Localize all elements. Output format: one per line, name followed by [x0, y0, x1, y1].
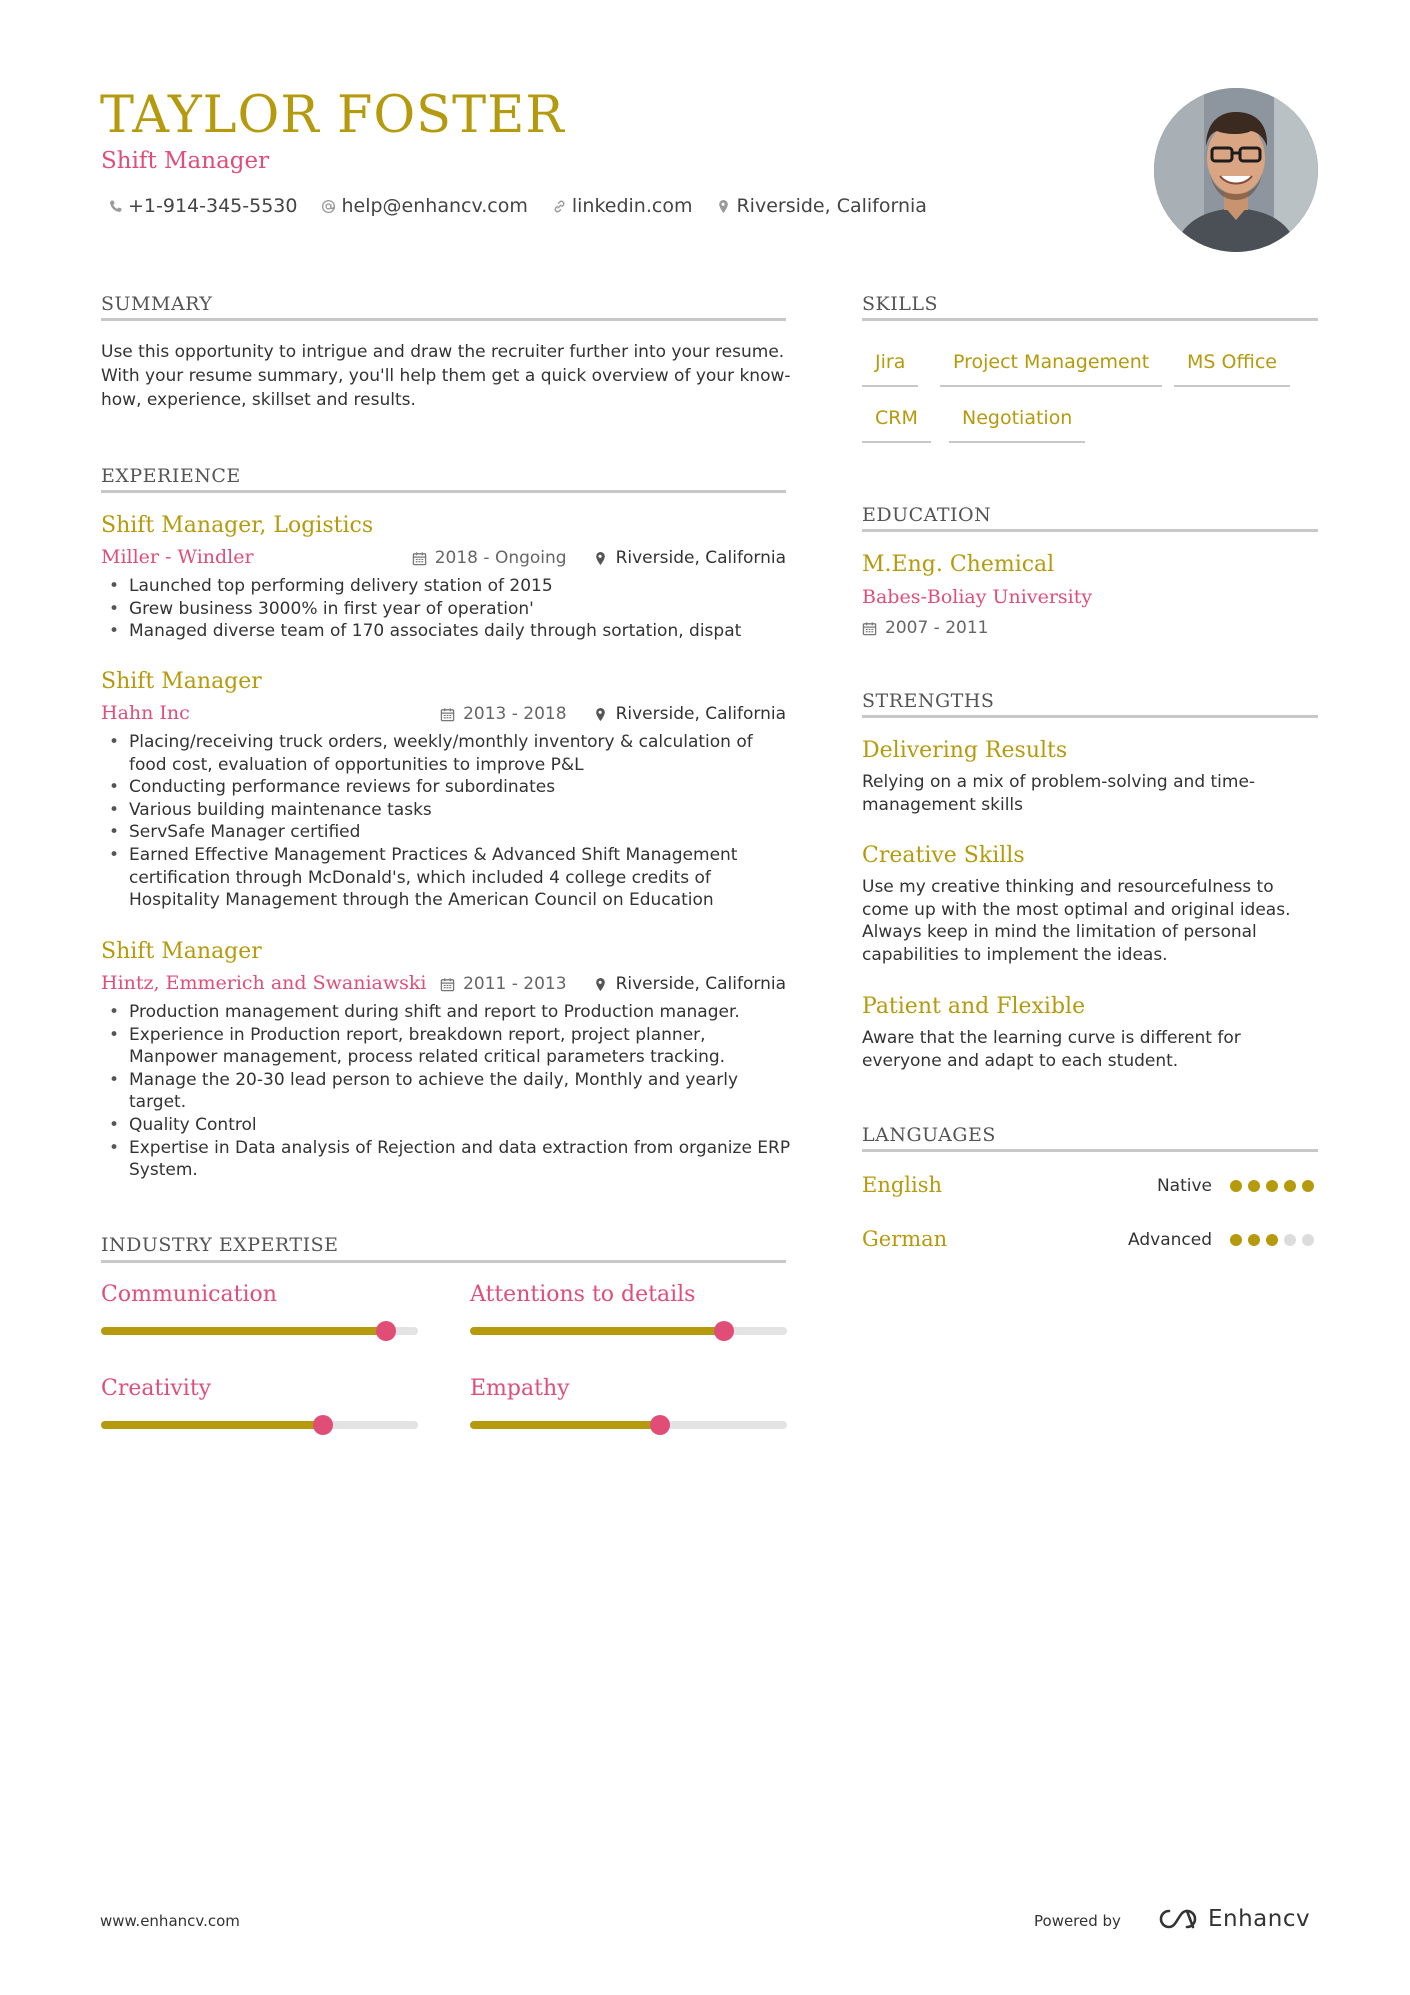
contact-phone-text: +1-914-345-5530 [128, 195, 298, 217]
calendar-icon [440, 977, 455, 992]
job-bullets [101, 1001, 791, 1182]
strength-title: Delivering Results [862, 738, 1068, 763]
job-location-text: Riverside, California [615, 548, 786, 568]
summary-heading: SUMMARY [101, 293, 213, 315]
experience-heading: EXPERIENCE [101, 465, 241, 487]
job-location-text: Riverside, California [615, 704, 786, 724]
list-item: • Managed diverse team of 170 associates daily through sortation, dispat [101, 620, 791, 643]
contact-email[interactable] [321, 193, 527, 219]
job-company: Miller - Windler [101, 546, 254, 568]
skill-tag: MS Office [1174, 349, 1290, 387]
footer-brand[interactable] [1156, 1904, 1310, 1934]
language-dot-filled [1302, 1180, 1314, 1192]
footer-url[interactable]: www.enhancv.com [100, 1912, 240, 1930]
list-item: • Manage the 20-30 lead person to achieve the daily, Monthly and yearly target. [101, 1069, 791, 1114]
language-level: Native [1156, 1176, 1212, 1196]
location-icon [593, 707, 608, 722]
list-item: • ServSafe Manager certified [101, 821, 791, 844]
language-dot-empty [1284, 1234, 1296, 1246]
skills-heading: SKILLS [862, 293, 938, 315]
contact-bar [108, 193, 927, 219]
job-title: Shift Manager [101, 669, 262, 694]
job-title: Shift Manager [101, 939, 262, 964]
job-location [593, 972, 786, 996]
languages-rule [862, 1149, 1318, 1152]
expertise-rule [101, 1260, 786, 1263]
expertise-bar-knob [714, 1321, 734, 1341]
job-title: Shift Manager, Logistics [101, 513, 374, 538]
contact-linkedin[interactable] [552, 193, 693, 219]
language-level: Advanced [1128, 1230, 1212, 1250]
job-company: Hahn Inc [101, 702, 190, 724]
skill-tag: Jira [862, 349, 918, 387]
expertise-bar-fill [470, 1327, 724, 1335]
job-bullets [101, 731, 791, 912]
summary-text: Use this opportunity to intrigue and draw the recruiter further into your resume. With your resume summary, you'll help them get a quick overview of your know-how, experience, skillset and results. [101, 342, 791, 410]
contact-phone[interactable] [108, 193, 297, 219]
footer-brand-text: Enhancv [1208, 1906, 1311, 1932]
list-item: • Expertise in Data analysis of Rejection and data extraction from organize ERP System. [101, 1137, 791, 1182]
expertise-heading: INDUSTRY EXPERTISE [101, 1234, 339, 1256]
job-bullets [101, 575, 791, 643]
strength-description: Aware that the learning curve is different for everyone and adapt to each student. [862, 1028, 1241, 1071]
job-dates [412, 546, 567, 570]
list-item: • Placing/receiving truck orders, weekly/monthly inventory & calculation of food cost, evaluation of opportunities to improve P&L [101, 731, 791, 776]
calendar-icon [440, 707, 455, 722]
language-dot-filled [1266, 1234, 1278, 1246]
list-item: • Experience in Production report, breakdown report, project planner, Manpower management, process related critical parameters tracking. [101, 1024, 791, 1069]
job-dates-text: 2018 - Ongoing [434, 548, 567, 568]
expertise-bar-fill [101, 1327, 386, 1335]
strength-title: Patient and Flexible [862, 994, 1086, 1019]
expertise-bar-knob [376, 1321, 396, 1341]
list-item: • Production management during shift and report to Production manager. [101, 1001, 791, 1024]
phone-icon [108, 199, 123, 214]
calendar-icon [862, 621, 877, 636]
job-dates-text: 2013 - 2018 [463, 704, 567, 724]
job-location [593, 702, 786, 726]
job-meta [440, 972, 786, 996]
job-location-text: Riverside, California [615, 974, 786, 994]
calendar-icon [412, 551, 427, 566]
education-dates-text: 2007 - 2011 [885, 618, 989, 638]
expertise-bar-knob [313, 1415, 333, 1435]
language-dot-empty [1302, 1234, 1314, 1246]
candidate-role: Shift Manager [101, 148, 270, 174]
expertise-bar-fill [101, 1421, 323, 1429]
job-dates [440, 702, 566, 726]
language-dot-filled [1230, 1180, 1242, 1192]
strengths-rule [862, 715, 1318, 718]
education-rule [862, 529, 1318, 532]
expertise-label: Creativity [101, 1376, 212, 1401]
location-icon [593, 551, 608, 566]
location-icon [716, 199, 731, 214]
skill-tag: Negotiation [949, 405, 1085, 443]
candidate-name: TAYLOR FOSTER [100, 86, 565, 145]
contact-location-text: Riverside, California [736, 195, 927, 217]
expertise-bar [101, 1421, 418, 1429]
expertise-label: Empathy [470, 1376, 570, 1401]
language-dots [1230, 1180, 1314, 1192]
list-item: • Conducting performance reviews for subordinates [101, 776, 791, 799]
expertise-bar [470, 1421, 787, 1429]
education-school: Babes-Boliay University [862, 586, 1093, 608]
location-icon [593, 977, 608, 992]
job-meta [412, 546, 786, 570]
contact-location [716, 193, 926, 219]
list-item: • Quality Control [101, 1114, 791, 1137]
job-dates-text: 2011 - 2013 [463, 974, 567, 994]
contact-linkedin-text: linkedin.com [571, 195, 693, 217]
language-dot-filled [1230, 1234, 1242, 1246]
skill-tag: CRM [862, 405, 931, 443]
strength-description: Use my creative thinking and resourcefulness to come up with the most optimal and original ideas. Always keep in mind the limitation of personal capabilities to implement the ideas. [862, 877, 1291, 965]
experience-rule [101, 490, 786, 493]
expertise-label: Attentions to details [470, 1282, 696, 1307]
job-company: Hintz, Emmerich and Swaniawski [101, 972, 427, 994]
strengths-heading: STRENGTHS [862, 690, 995, 712]
skill-tag: Project Management [940, 349, 1162, 387]
expertise-bar [101, 1327, 418, 1335]
expertise-bar [470, 1327, 787, 1335]
job-location [593, 546, 786, 570]
strength-title: Creative Skills [862, 843, 1025, 868]
language-dot-filled [1248, 1234, 1260, 1246]
enhancv-logo-icon [1156, 1907, 1200, 1931]
language-name: German [862, 1227, 948, 1251]
list-item: • Earned Effective Management Practices & Advanced Shift Management certification through McDonald's, which included 4 college credits of Hospitality Management through the American Council on Education [101, 844, 791, 912]
language-dot-filled [1266, 1180, 1278, 1192]
expertise-bar-fill [470, 1421, 660, 1429]
language-dots [1230, 1234, 1314, 1246]
job-meta [440, 702, 786, 726]
skills-rule [862, 318, 1318, 321]
summary-rule [101, 318, 786, 321]
list-item: • Various building maintenance tasks [101, 799, 791, 822]
strength-description: Relying on a mix of problem-solving and time-management skills [862, 772, 1256, 815]
education-dates [862, 616, 988, 640]
avatar [1154, 88, 1318, 252]
expertise-label: Communication [101, 1282, 277, 1307]
contact-email-text: help@enhancv.com [341, 195, 528, 217]
education-heading: EDUCATION [862, 504, 992, 526]
languages-heading: LANGUAGES [862, 1124, 996, 1146]
at-icon [321, 199, 336, 214]
footer-powered-by: Powered by [1034, 1912, 1121, 1930]
expertise-bar-knob [650, 1415, 670, 1435]
education-degree: M.Eng. Chemical [862, 552, 1055, 577]
language-name: English [862, 1173, 943, 1197]
link-icon [552, 199, 567, 214]
job-dates [440, 972, 566, 996]
list-item: • Grew business 3000% in first year of operation' [101, 598, 791, 621]
language-dot-filled [1248, 1180, 1260, 1192]
avatar-photo [1154, 88, 1318, 252]
language-dot-filled [1284, 1180, 1296, 1192]
list-item: • Launched top performing delivery station of 2015 [101, 575, 791, 598]
